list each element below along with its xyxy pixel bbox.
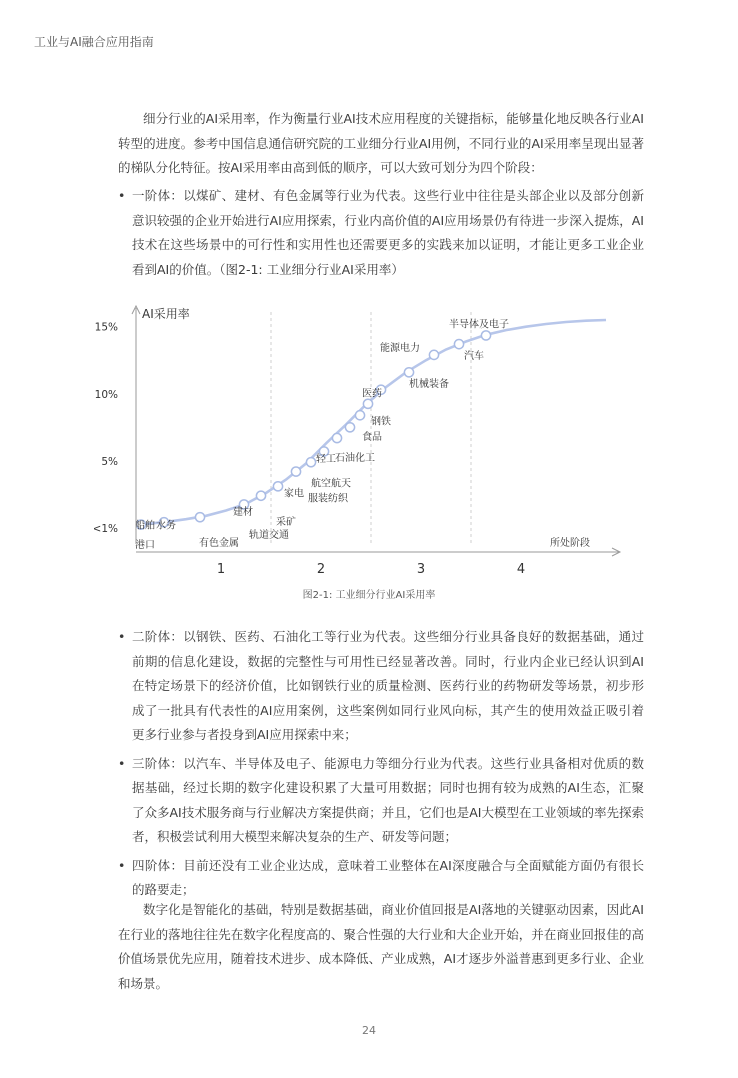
closing-text: 数字化是智能化的基础，特别是数据基础，商业价值回报是AI落地的关键驱动因素，因此AI在行业的落地往往先在数字化程度高的、聚合性强的大行业和大企业开始，并在商业回报佳的高价值场景优先应用，随着技术进步、成本降低、产业成熟，AI才逐步外溢普惠到更多行业、企业和场景。 [118, 902, 644, 991]
bullet-text: 二阶体：以钢铁、医药、石油化工等行业为代表。这些细分行业具备良好的数据基础，通过前期的信息化建设，数据的完整性与可用性已经显著改善。同时，行业内企业已经认识到AI在特定场景下的经济价值，比如钢铁行业的质量检测、医药行业的药物研发等场景，初步形成了一批具有代表性的AI应用案例，这些案例如同行业风向标，其产生的使用效益正吸引着更多行业参与者投身到AI应用探索中来； [132, 629, 644, 742]
data-point [195, 513, 204, 522]
bullet-item [118, 752, 644, 850]
labels-layer [135, 317, 509, 551]
data-point-label: 轨道交通 [249, 529, 289, 541]
bullet-dot: • [118, 629, 126, 644]
data-point-label: 医药 [362, 388, 382, 400]
data-point-label: 采矿 [276, 517, 296, 529]
data-point-label: 建材 [233, 507, 253, 519]
data-point [306, 458, 315, 467]
data-point-label: 港口 [135, 540, 155, 551]
data-point-label: 半导体及电子 [449, 319, 509, 331]
bullet-text: 三阶体：以汽车、半导体及电子、能源电力等细分行业为代表。这些行业具备相对优质的数据基础，经过长期的数字化建设积累了大量可用数据；同时也拥有较为成熟的AI生态，汇聚了众多AI技术服务商与行业解决方案提供商；并且，它们也是AI大模型在工业领域的率先探索者，积极尝试利用大模型来解决复杂的生产、研发等问题； [132, 755, 644, 844]
data-point [355, 411, 364, 420]
data-point-label: 汽车 [464, 350, 484, 362]
data-point-label: 航空航天 [311, 478, 351, 490]
data-point [256, 491, 265, 500]
data-point [429, 350, 438, 359]
bullet-dot: • [118, 755, 126, 771]
bullet-item [118, 184, 644, 282]
data-point-label: 钢铁 [371, 416, 391, 428]
figure-caption: 图2-1: 工业细分行业AI采用率 [302, 590, 436, 601]
data-point [345, 423, 354, 432]
adoption-chart-svg [94, 300, 634, 585]
data-point-label: 食品 [362, 432, 382, 444]
x-tick-label: 1 [216, 562, 226, 577]
y-tick-label: 10% [94, 388, 118, 401]
bullet-item [118, 625, 644, 748]
data-point-label: 有色金属 [199, 537, 239, 549]
y-axis-label: AI采用率 [142, 307, 190, 321]
intro-text: 细分行业的AI采用率，作为衡量行业AI技术应用程度的关键指标，能够量化地反映各行业AI转型的进度。参考中国信息通信研究院的工业细分行业AI用例，不同行业的AI采用率呈现出显著的梯队分化特征。按AI采用率由高到低的顺序，可以大致可划分为四个阶段： [118, 111, 644, 175]
bullet-dot: • [118, 857, 126, 873]
axis-layer [94, 306, 620, 577]
data-point [273, 482, 282, 491]
data-point [332, 433, 341, 442]
bullet-text: 一阶体：以煤矿、建材、有色金属等行业为代表。这些行业中往往是头部企业以及部分创新意识较强的企业开始进行AI应用探索，行业内高价值的AI应用场景仍有待进一步深入提炼，AI技术在这些场景中的可行性和实用性也还需要更多的实践来加以证明，才能让更多工业企业看到AI的价值。（图2-1: 工业细分行业AI采用率） [132, 188, 644, 277]
data-point-label: 船舶 [135, 520, 155, 532]
data-point-label: 能源电力 [380, 342, 420, 354]
bullet-dot: • [118, 188, 126, 203]
data-point-label: 机械装备 [409, 379, 449, 391]
data-point-label: 石油化工 [335, 452, 375, 464]
data-point [454, 340, 463, 349]
running-head: 工业与AI融合应用指南 [34, 35, 154, 49]
bullet-list-second [118, 625, 644, 903]
intro-paragraph [118, 107, 644, 181]
data-point-label: 家电 [284, 488, 304, 500]
data-point-label: 水务 [156, 520, 176, 532]
x-tick-label: 3 [416, 562, 426, 577]
y-tick-label: 5% [101, 455, 118, 468]
y-tick-label: 15% [94, 321, 118, 334]
grid-layer [271, 312, 471, 544]
y-tick-label: <1% [94, 522, 118, 535]
data-point [291, 467, 300, 476]
data-point [363, 399, 372, 408]
x-tick-label: 4 [516, 562, 526, 577]
data-point-label: 轻工 [316, 454, 336, 466]
page-number: 24 [362, 1024, 376, 1037]
bullet-list-first [118, 184, 644, 282]
data-point [404, 368, 413, 377]
bullet-item [118, 854, 644, 903]
x-tick-label: 2 [316, 562, 326, 577]
data-point-label: 服装纺织 [308, 493, 348, 505]
bullet-text: 四阶体：目前还没有工业企业达成，意味着工业整体在AI深度融合与全面赋能方面仍有很长的路要走； [132, 857, 644, 897]
closing-paragraph [118, 898, 644, 996]
adoption-chart [94, 300, 634, 585]
data-point [481, 331, 490, 340]
x-axis-label: 所处阶段 [550, 538, 590, 549]
